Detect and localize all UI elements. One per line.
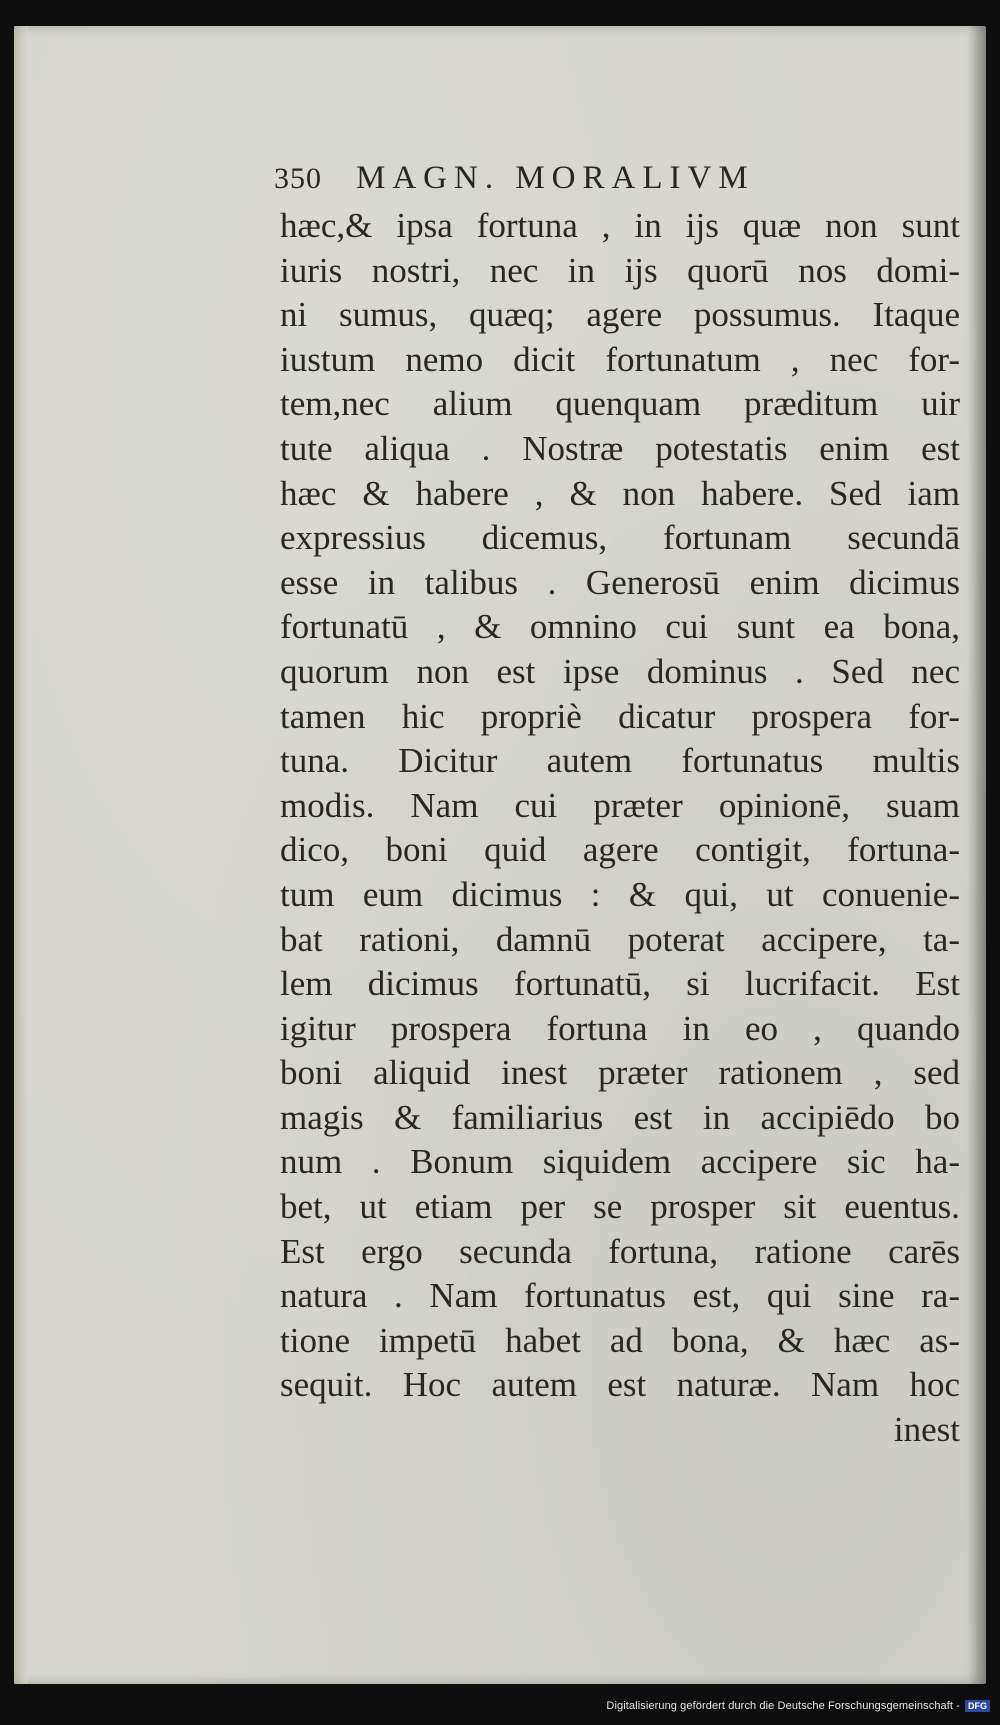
text-line: expressius dicemus, fortunam secundā [280,518,960,558]
text-line: iuris nostri, nec in ijs quorū nos domi- [280,250,960,290]
text-line: tione impetū habet ad bona, & hæc as- [280,1320,960,1360]
text-block [280,204,960,1453]
text-line: lem dicimus fortunatū, si lucrifacit. Est [280,964,960,1004]
text-line: tem,nec alium quenquam præditum uir [280,384,960,424]
running-head-title: MAGN. MORALIVM [356,160,755,196]
text-line: quorum non est ipse dominus . Sed nec [280,651,960,691]
text-line: bet, ut etiam per se prosper sit euentus. [280,1187,960,1227]
dfg-logo: DFG [965,1700,990,1712]
text-line: tute aliqua . Nostræ potestatis enim est [280,428,960,468]
text-line: bat rationi, damnū poterat accipere, ta- [280,919,960,959]
text-line: num . Bonum siquidem accipere sic ha- [280,1142,960,1182]
text-line: sequit. Hoc autem est naturæ. Nam hoc [280,1365,960,1405]
page-number: 350 [274,162,322,195]
running-head [274,160,934,197]
footer-strip [0,1687,1000,1725]
text-line: tuna. Dicitur autem fortunatus multis [280,741,960,781]
text-line: boni aliquid inest præter rationem , sed [280,1053,960,1093]
text-line: modis. Nam cui præter opinionē, suam [280,785,960,825]
text-line: hæc & habere , & non habere. Sed iam [280,473,960,513]
text-line: natura . Nam fortunatus est, qui sine ra- [280,1276,960,1316]
text-line: tamen hic propriè dicatur prospera for- [280,696,960,736]
text-line: dico, boni quid agere contigit, fortuna- [280,830,960,870]
funding-credit: Digitalisierung gefördert durch die Deutsche Forschungsgemeinschaft - [606,1700,960,1712]
text-line: igitur prospera fortuna in eo , quando [280,1008,960,1048]
text-line: ni sumus, quæq; agere possumus. Itaque [280,295,960,335]
text-line: esse in talibus . Generosū enim dicimus [280,562,960,602]
text-line: iustum nemo dicit fortunatum , nec for- [280,339,960,379]
catchword: inest [893,1410,960,1450]
text-line: tum eum dicimus : & qui, ut conuenie- [280,874,960,914]
text-line: magis & familiarius est in accipiēdo bo [280,1097,960,1137]
book-page [14,26,986,1684]
text-line: fortunatū , & omnino cui sunt ea bona, [280,607,960,647]
text-line: hæc,& ipsa fortuna , in ijs quæ non sunt [280,206,960,245]
text-line: Est ergo secunda fortuna, ratione carēs [280,1231,960,1271]
